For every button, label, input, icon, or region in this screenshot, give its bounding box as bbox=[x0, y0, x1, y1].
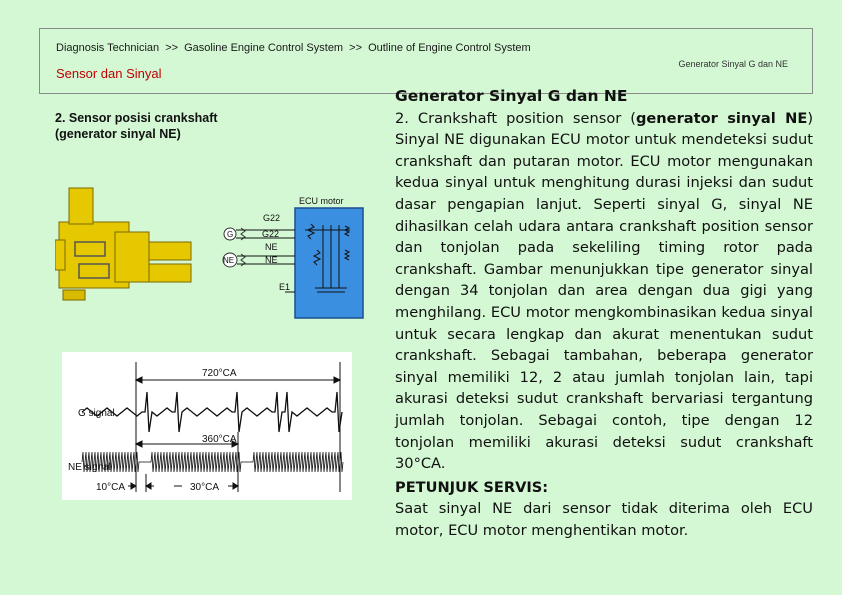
lead-number: 2. Crankshaft position sensor ( bbox=[395, 109, 636, 127]
content-title: Generator Sinyal G dan NE bbox=[395, 87, 628, 105]
breadcrumb-item[interactable]: Diagnosis Technician bbox=[56, 42, 160, 54]
pin-e1: E1 bbox=[279, 282, 291, 292]
g-pickup-label: G bbox=[227, 230, 234, 239]
label-30ca: 30°CA bbox=[190, 482, 220, 493]
topic-label: Generator Sinyal G dan NE bbox=[678, 59, 788, 69]
ne-pickup-label: NE bbox=[223, 256, 235, 265]
ne-signal-label: NE signal bbox=[68, 462, 111, 473]
pin-ne-top: NE bbox=[265, 242, 278, 252]
breadcrumb-separator: >> bbox=[165, 42, 179, 54]
breadcrumb-item[interactable]: Gasoline Engine Control System bbox=[184, 42, 344, 54]
label-360ca: 360°CA bbox=[202, 434, 237, 445]
lead-close: ) bbox=[807, 109, 814, 127]
breadcrumb-separator: >> bbox=[349, 42, 363, 54]
ecu-box bbox=[295, 208, 363, 318]
signal-timing-chart bbox=[62, 352, 352, 500]
pin-ne: NE bbox=[265, 255, 278, 265]
content-body bbox=[395, 108, 813, 475]
figure-caption bbox=[55, 110, 218, 142]
crankshaft-sensor-illustration bbox=[55, 188, 191, 300]
lead-bold: generator sinyal NE bbox=[635, 109, 808, 127]
figure-caption-line: 2. Sensor posisi crankshaft bbox=[55, 111, 218, 125]
body-text: Sinyal NE digunakan ECU motor untuk mendeteksi sudut crankshaft dan putaran motor. ECU motor mengunakan kedua sinyal untuk menghitung durasi injeksi dan sudut dasar pengapian lanjut. Seperti sinyal G, sinyal NE dihasilkan celah udara antara crankshaft position sensor dan tonjolan pada sekeliling timing rotor pada crankshaft. Gambar menunjukkan tipe generator sinyal dengan 34 tonjolan dan area dengan dua gigi yang menghilang. ECU motor mengkombinasikan kedua sinyal untuk secara lengkap dan akurat menentukan sudut crankshaft. Sebagai tambahan, beberapa generator sinyal memiliki 12, 2 atau jumlah tonjolan lain, tapi akurasi deteksi sudut crankshaft bervariasi tergantung jumlah tonjolan. Sebagai contoh, tipe dengan 12 tonjolan memiliki akurasi deteksi sudut crankshaft 30°CA. bbox=[395, 131, 813, 473]
section-title: Sensor dan Sinyal bbox=[56, 66, 162, 81]
servis-body: Saat sinyal NE dari sensor tidak diterima oleh ECU motor, ECU motor menghentikan motor. bbox=[395, 500, 813, 539]
figure-caption-line: (generator sinyal NE) bbox=[55, 127, 181, 141]
pin-g22: G22 bbox=[262, 229, 280, 239]
g-signal-label: G signal bbox=[78, 408, 115, 419]
breadcrumb bbox=[56, 42, 531, 54]
label-720ca: 720°CA bbox=[202, 368, 237, 379]
header-box bbox=[39, 28, 813, 94]
label-10ca: 10°CA bbox=[96, 482, 126, 493]
servis-title: PETUNJUK SERVIS: bbox=[395, 478, 549, 496]
ecu-label: ECU motor bbox=[299, 196, 344, 206]
content-column bbox=[395, 86, 813, 541]
breadcrumb-item[interactable]: Outline of Engine Control System bbox=[368, 42, 531, 54]
sensor-wiring-diagram bbox=[55, 180, 365, 320]
pin-g22-top: G22 bbox=[263, 213, 281, 223]
